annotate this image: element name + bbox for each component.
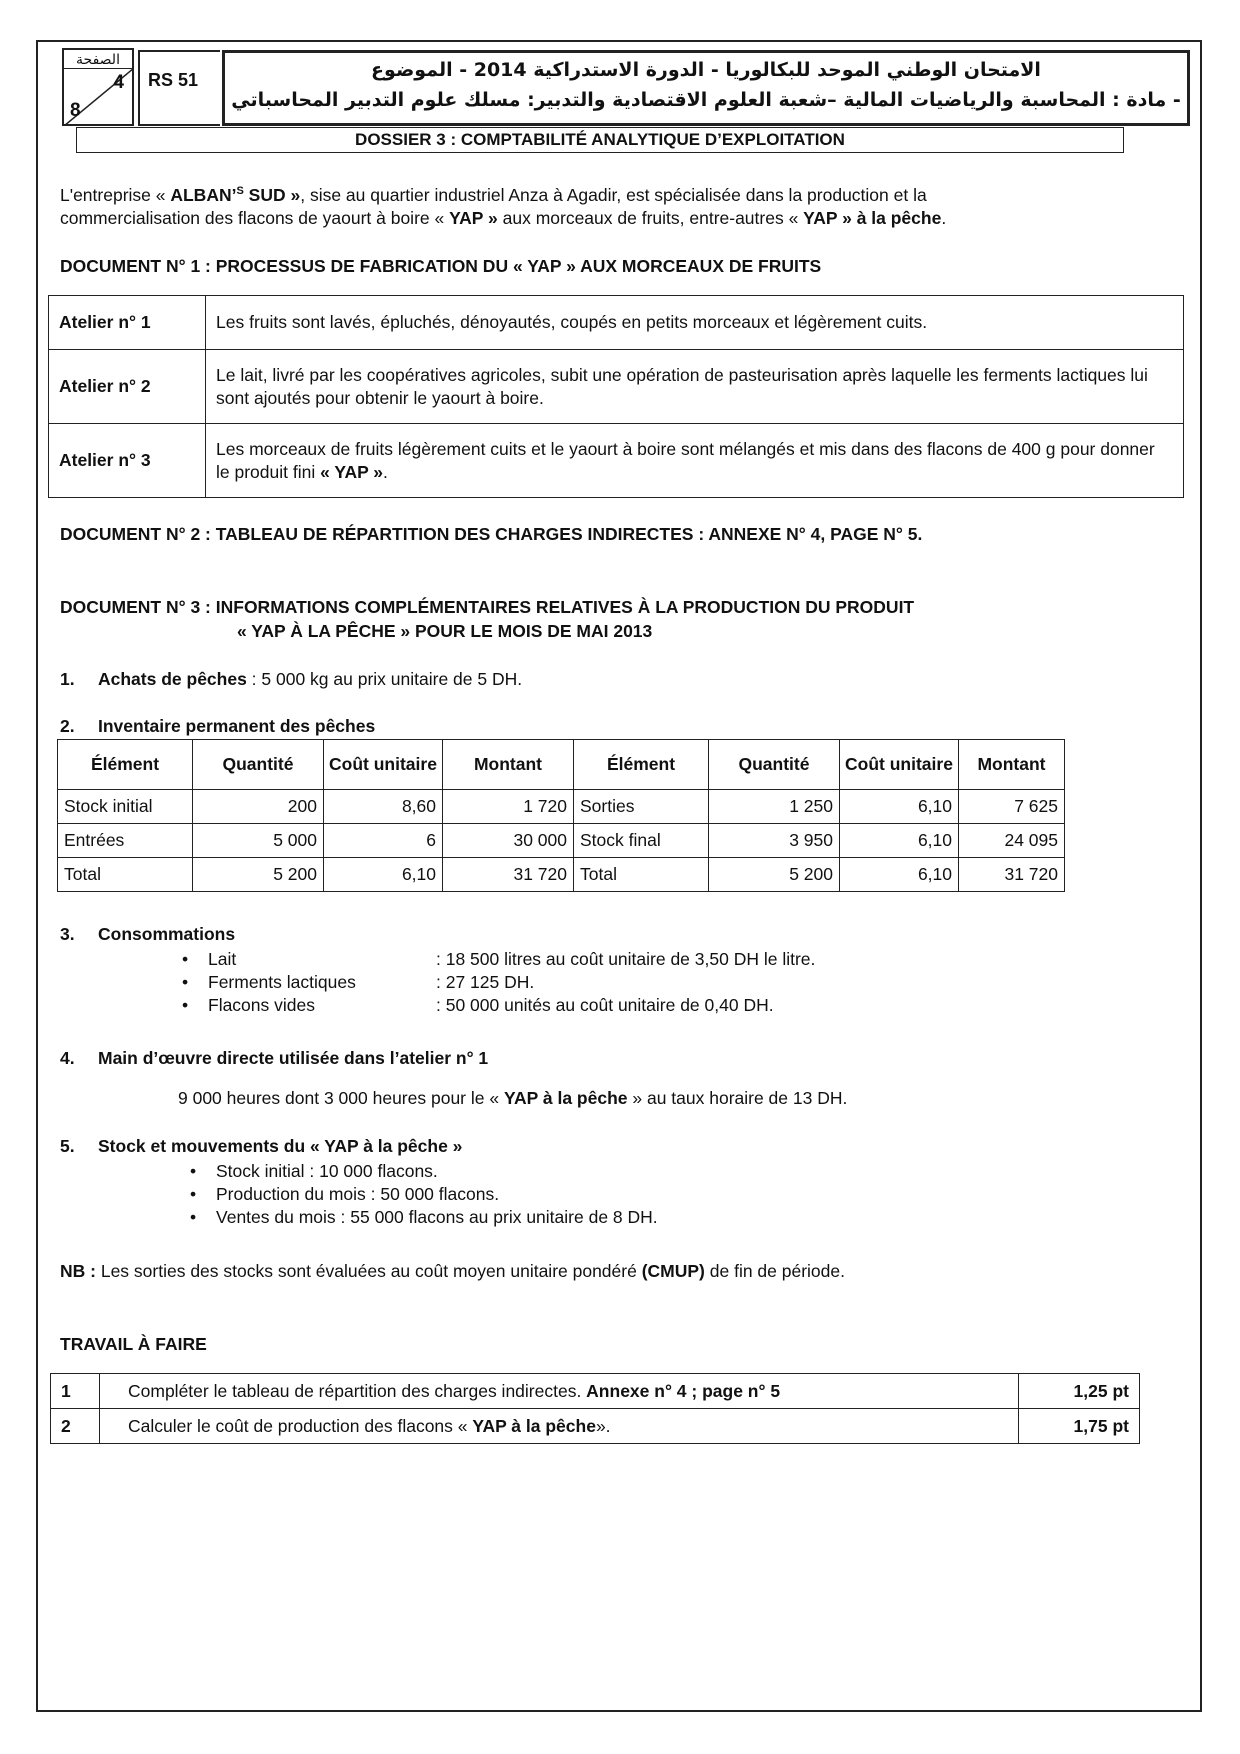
page-total: 8 bbox=[70, 100, 81, 121]
table-row bbox=[49, 350, 1184, 424]
list-item: • Lait : 18 500 litres au coût unitaire de 3,50 DH le litre. bbox=[208, 948, 815, 971]
travail-table bbox=[50, 1373, 1140, 1444]
cell: 6,10 bbox=[840, 858, 959, 892]
page-label: الصفحة bbox=[64, 50, 132, 69]
list-item: • Ferments lactiques : 27 125 DH. bbox=[208, 971, 815, 994]
travail-title: TRAVAIL À FAIRE bbox=[60, 1334, 207, 1354]
table-row bbox=[49, 424, 1184, 498]
table-row bbox=[51, 1409, 1140, 1444]
list-item: • Production du mois : 50 000 flacons. bbox=[216, 1183, 658, 1206]
atelier-label: Atelier n° 2 bbox=[49, 350, 206, 424]
atelier-label: Atelier n° 1 bbox=[49, 296, 206, 350]
inventory-table bbox=[57, 739, 1065, 892]
col-header: Quantité bbox=[709, 740, 840, 790]
col-header: Montant bbox=[443, 740, 574, 790]
page-number: 4 bbox=[113, 72, 124, 93]
company-name: ALBAN’ bbox=[170, 184, 237, 205]
nb-note: NB : Les sorties des stocks sont évaluées au coût moyen unitaire pondéré (CMUP) de fin de période. bbox=[60, 1261, 845, 1281]
exam-title-box bbox=[222, 50, 1190, 126]
cell: 31 720 bbox=[959, 858, 1065, 892]
item-achats: 1. Achats de pêches : 5 000 kg au prix unitaire de 5 DH. bbox=[60, 669, 523, 689]
cell: Calculer le coût de production des flacons « YAP à la pêche». bbox=[100, 1409, 1019, 1444]
cell: 3 950 bbox=[709, 824, 840, 858]
item-main-oeuvre: 4. Main d’œuvre directe utilisée dans l’atelier n° 1 bbox=[60, 1048, 489, 1068]
col-header: Coût unitaire bbox=[840, 740, 959, 790]
cell: 7 625 bbox=[959, 790, 1065, 824]
cell: 5 200 bbox=[193, 858, 324, 892]
atelier-desc: Le lait, livré par les coopératives agricoles, subit une opération de pasteurisation après laquelle les ferments lactiques lui sont ajoutés pour obtenir le yaourt à boire. bbox=[206, 350, 1184, 424]
cell: 8,60 bbox=[324, 790, 443, 824]
cell: 200 bbox=[193, 790, 324, 824]
cell: 5 200 bbox=[709, 858, 840, 892]
exam-title-line1: الامتحان الوطني الموحد للبكالوريا - الدورة الاستدراكية 2014 - الموضوع bbox=[371, 59, 1041, 81]
cell: 24 095 bbox=[959, 824, 1065, 858]
table-row bbox=[58, 858, 1065, 892]
list-item: • Stock initial : 10 000 flacons. bbox=[216, 1160, 658, 1183]
atelier-desc: Les fruits sont lavés, épluchés, dénoyautés, coupés en petits morceaux et légèrement cuits. bbox=[206, 296, 1184, 350]
list-item: • Ventes du mois : 55 000 flacons au prix unitaire de 8 DH. bbox=[216, 1206, 658, 1229]
col-header: Montant bbox=[959, 740, 1065, 790]
exam-title-line2: - مادة : المحاسبة والرياضيات المالية –شعبة العلوم الاقتصادية والتدبير: مسلك علوم التدبير المحاسباتي bbox=[231, 89, 1181, 111]
table-row bbox=[58, 790, 1065, 824]
table-row bbox=[51, 1374, 1140, 1409]
cell: Sorties bbox=[574, 790, 709, 824]
cell: Stock initial bbox=[58, 790, 193, 824]
col-header: Quantité bbox=[193, 740, 324, 790]
doc2-title: DOCUMENT N° 2 : TABLEAU DE RÉPARTITION DES CHARGES INDIRECTES : ANNEXE N° 4, PAGE N° 5. bbox=[60, 524, 923, 544]
cell: 31 720 bbox=[443, 858, 574, 892]
page-number-box bbox=[62, 48, 134, 126]
cell: 1 bbox=[51, 1374, 100, 1409]
col-header: Élément bbox=[58, 740, 193, 790]
cell: 6,10 bbox=[840, 824, 959, 858]
stock-list bbox=[216, 1160, 658, 1229]
item-inventaire: 2. Inventaire permanent des pêches bbox=[60, 716, 376, 736]
cell: 6 bbox=[324, 824, 443, 858]
cell: 1 250 bbox=[709, 790, 840, 824]
doc3-title-line1: DOCUMENT N° 3 : INFORMATIONS COMPLÉMENTAIRES RELATIVES À LA PRODUCTION DU PRODUIT bbox=[60, 597, 915, 617]
cell: Total bbox=[58, 858, 193, 892]
col-header: Élément bbox=[574, 740, 709, 790]
cell: Entrées bbox=[58, 824, 193, 858]
item-consommations: 3. Consommations bbox=[60, 924, 236, 944]
cell: 6,10 bbox=[324, 858, 443, 892]
cell: 5 000 bbox=[193, 824, 324, 858]
table-row bbox=[58, 824, 1065, 858]
col-header: Coût unitaire bbox=[324, 740, 443, 790]
list-item: • Flacons vides : 50 000 unités au coût unitaire de 0,40 DH. bbox=[208, 994, 815, 1017]
doc3-title-line2: « YAP À LA PÊCHE » POUR LE MOIS DE MAI 2013 bbox=[237, 621, 653, 641]
dossier-title: DOSSIER 3 : COMPTABILITÉ ANALYTIQUE D’EXPLOITATION bbox=[76, 127, 1124, 153]
intro-paragraph: L'entreprise « ALBAN’$^S$ SUD », sise au quartier industriel Anza à Agadir, est spécialisée dans la production et la commercialisation des flacons de yaourt à boire « YAP » aux morceaux de fruits, entre-autres « YAP » à la pêche. bbox=[60, 184, 947, 228]
cell: 2 bbox=[51, 1409, 100, 1444]
cell: 1 720 bbox=[443, 790, 574, 824]
table-header-row bbox=[58, 740, 1065, 790]
atelier-label: Atelier n° 3 bbox=[49, 424, 206, 498]
consommations-list bbox=[208, 948, 815, 1017]
atelier-desc: Les morceaux de fruits légèrement cuits et le yaourt à boire sont mélangés et mis dans des flacons de 400 g pour donner le produit fini « YAP ». bbox=[206, 424, 1184, 498]
ateliers-table bbox=[48, 295, 1184, 498]
item-stock: 5. Stock et mouvements du « YAP à la pêche » bbox=[60, 1136, 463, 1156]
cell: 6,10 bbox=[840, 790, 959, 824]
cell: 30 000 bbox=[443, 824, 574, 858]
cell: Stock final bbox=[574, 824, 709, 858]
cell: Compléter le tableau de répartition des charges indirectes. Annexe n° 4 ; page n° 5 bbox=[100, 1374, 1019, 1409]
table-row bbox=[49, 296, 1184, 350]
main-oeuvre-text: 9 000 heures dont 3 000 heures pour le « YAP à la pêche » au taux horaire de 13 DH. bbox=[178, 1088, 848, 1108]
doc1-title: DOCUMENT N° 1 : PROCESSUS DE FABRICATION DU « YAP » AUX MORCEAUX DE FRUITS bbox=[60, 256, 822, 276]
cell: 1,75 pt bbox=[1019, 1409, 1140, 1444]
cell: Total bbox=[574, 858, 709, 892]
cell: 1,25 pt bbox=[1019, 1374, 1140, 1409]
exam-code: RS 51 bbox=[138, 50, 220, 126]
